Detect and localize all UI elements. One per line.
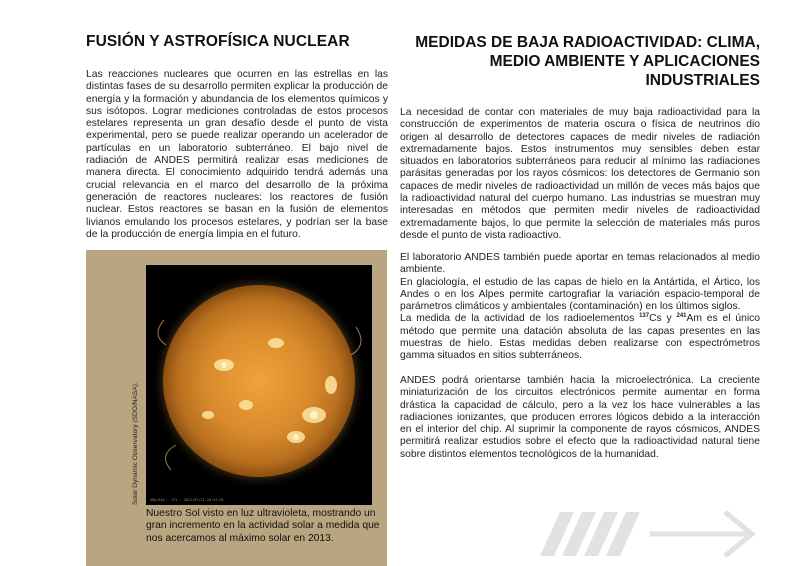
sun-photo [146, 265, 372, 505]
right-body-paragraph-3 [400, 375, 760, 461]
decorative-arrow-icon [540, 508, 770, 558]
left-column [86, 33, 388, 51]
am-mass-number: 241 [676, 313, 687, 320]
microelectronics-text: ANDES podrá orientarse también hacia la microelectrónica. La creciente miniaturización de los circuitos electrónicos permite aumentar en forma drástica la capacidad de cálculo, pero a la vez los hace vulnerables a las radiaciones ionizantes, que producen errores lógicos debido a la interacción en el interior del chip. Al suprimir la componente de rayos cósmicos, ANDES permitirá realizar estudios sobre el efecto que la radioactividad natural tiene sobre distintos elementos tecnológicos de la humanidad. [400, 375, 760, 460]
right-body-paragraph-1: La necesidad de contar con materiales de muy baja radioactividad para la construcción de experimentos de materia oscura o física de neutrinos dio origen al desarrollo de detectores capaces de medir niveles de radiación extremadamente bajos. Estos instrumentos muy sensibles deben estar situados en laboratorios subterráneos para reducir al mínimo las radiaciones parásitas generadas por los rayos cósmicos: los detectores de Germanio son capaces de medir niveles de radioactividad un millón de veces más bajos que la radioactividad natural del cuerpo humano. Las industrias se muestran muy interesadas en métodos que permiten medir niveles de radioactividad extremadamente bajos, lo que permite la selección de materiales más puros desde el punto de vista radioactivo. [400, 107, 760, 241]
sun-figure-panel [86, 250, 387, 566]
left-section-title: FUSIÓN Y ASTROFÍSICA NUCLEAR [86, 33, 350, 50]
image-metadata: SDO/AIA · 171 · 2012/07/11 20:47:01 [150, 498, 224, 502]
figure-caption: Nuestro Sol visto en luz ultravioleta, mostrando un gran incremento en la actividad solar a medida que nos acercamos al máximo solar en 2013. [146, 508, 380, 544]
cs-element: Cs y [649, 313, 677, 325]
left-body-paragraph: Las reacciones nucleares que ocurren en las estrellas en las distintas fases de su desarrollo permiten explicar la producción de energía y la formación y abundancia de los elementos químicos y sus isótopos. Lograr mediciones controladas de estos procesos estelares representa un gran desafío desde el punto de vista experimental, pero se puede realizar operando un acelerador de partículas en un laboratorio subterráneo. El bajo nivel de radiación de ANDES permitirá realizar esas mediciones de manera directa. El conocimiento adquirido tendrá además una crucial relevancia en el marco del desarrollo de la próxima generación de reactores nucleares: los reactores de fusión nuclear. Estos reactores se basan en la fusión de elementos livianos emulando los procesos estelares, y podrían ser la base de la producción de energía limpia en el futuro. [86, 69, 388, 240]
glaciology-text: En glaciología, el estudio de las capas de hielo en la Antártida, el Ártico, los Andes o en los Alpes permite cartografiar la variación espacio-temporal de parámetros climáticos y ambientales (contaminación) en los últimos siglos. [400, 276, 760, 313]
sun-image-icon [146, 265, 372, 505]
environment-intro: El laboratorio ANDES también puede aportar en temas relacionados al medio ambiente. [400, 252, 760, 276]
radioelements-text [400, 313, 760, 362]
radioelements-pre: La medida de la actividad de los radioelementos [400, 313, 640, 325]
right-section-title: MEDIDAS DE BAJA RADIOACTIVIDAD: CLIMA, MEDIO AMBIENTE Y APLICACIONES INDUSTRIALES [415, 34, 760, 89]
radioelements-post: Am es el único método que permite una datación absoluta de las capas presentes en las muestras de hielo. Estas medidas deben realizarse con espectrómetros gamma situados en sitios subterráneos. [400, 313, 760, 362]
right-body-paragraph-2 [400, 252, 760, 363]
cs-mass-number: 137 [639, 313, 650, 320]
image-credit: Solar Dynamic Observatory (SDO/NASA). [132, 382, 139, 505]
right-column [400, 33, 760, 90]
